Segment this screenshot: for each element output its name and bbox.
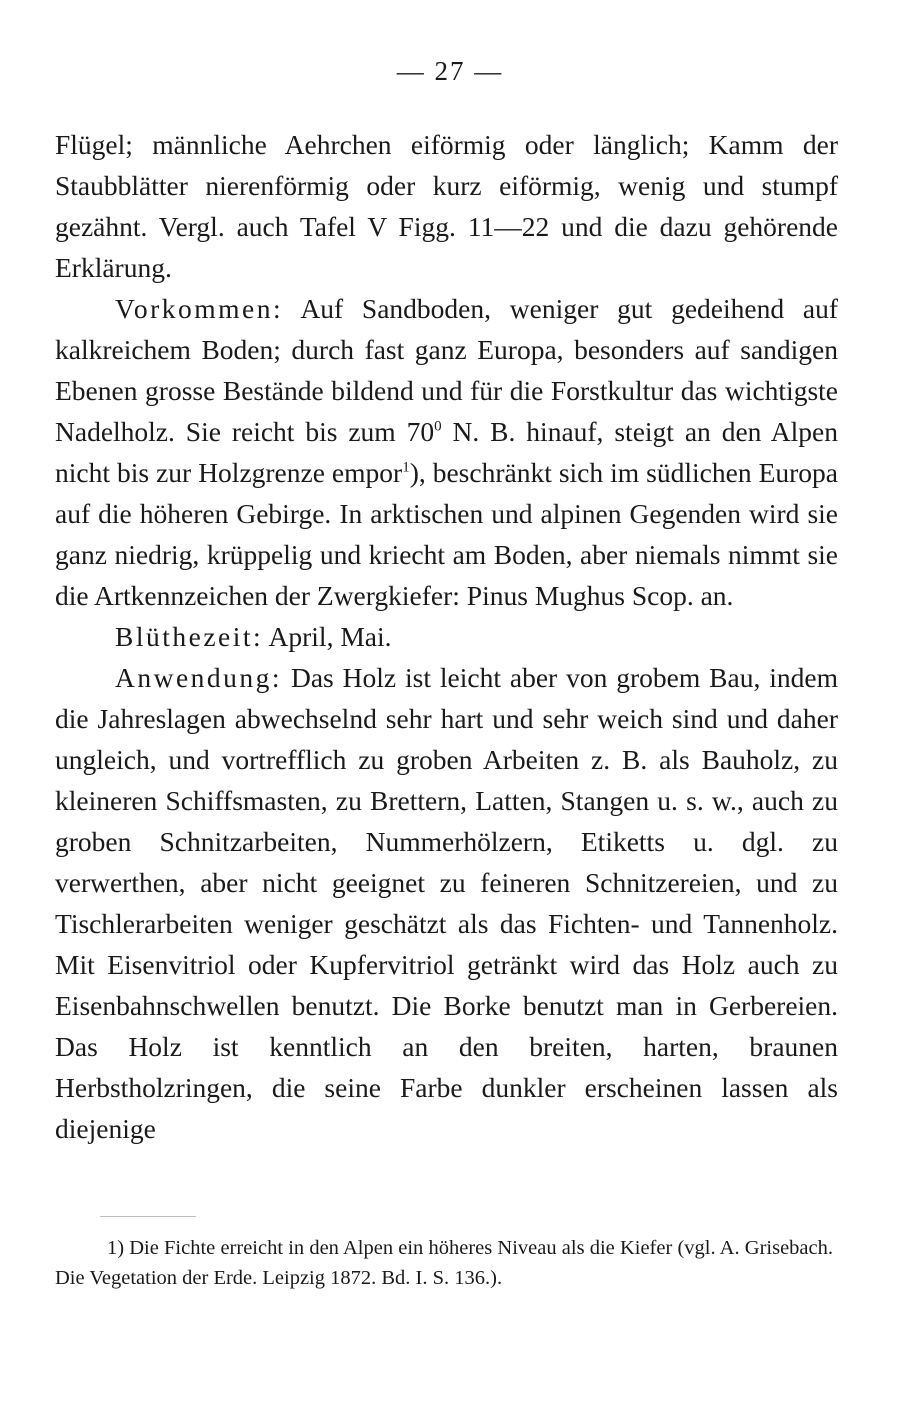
footnote-text: 1) Die Fichte erreicht in den Alpen ein höheres Niveau als die Kiefer (vgl. A. Grisebach. Die Vegetation der Erde. Leipzig 1872. Bd. I. S. 136.). (55, 1237, 833, 1289)
section-label-anwendung: Anwendung: (115, 662, 283, 693)
paragraph-vorkommen (55, 288, 838, 616)
anwendung-text: Das Holz ist leicht aber von grobem Bau, indem die Jahreslagen abwechselnd sehr hart und sehr weich sind und daher ungleich, und vortrefflich zu groben Arbeiten z. B. als Bauholz, zu kleineren Schiffsmasten, zu Brettern, Latten, Stangen u. s. w., auch zu groben Schnitzarbeiten, Nummerhölzern, Etiketts u. dgl. zu verwerthen, aber nicht geeignet zu feineren Schnitzereien, und zu Tischlerarbeiten weniger geschätzt als das Fichten- und Tannenholz. Mit Eisenvitriol oder Kupfervitriol getränkt wird das Holz auch zu Eisenbahnschwellen benutzt. Die Borke benutzt man in Gerbereien. Das Holz ist kenntlich an den breiten, harten, braunen Herbstholzringen, die seine Farbe dunkler erscheinen lassen als diejenige (55, 662, 838, 1144)
vorkommen-text-b: N. B. hinauf, steigt an den Alpen nicht bis zur Holzgrenze empor (55, 416, 839, 488)
footnote (55, 1233, 833, 1293)
page-number: — 27 — (396, 56, 504, 86)
main-text (55, 124, 838, 1149)
section-label-vorkommen: Vorkommen: (115, 293, 284, 324)
vorkommen-text-c: ), beschränkt sich im südlichen Europa auf die höheren Gebirge. In arktischen und alpinen Gegenden wird sie ganz niedrig, krüppelig und kriecht am Boden, aber niemals nimmt sie die Artkennzeichen der Zwergkiefer: Pinus Mughus Scop. an. (55, 457, 838, 611)
paragraph-bluethezeit (55, 616, 838, 657)
bluethezeit-text: April, Mai. (263, 621, 392, 652)
paragraph-anwendung (55, 657, 838, 1149)
footnote-reference: 1 (402, 459, 410, 476)
paragraph-description: Flügel; männliche Aehrchen eiförmig oder länglich; Kamm der Staubblätter nierenförmig oder kurz eiförmig, wenig und stumpf gezähnt. Vergl. auch Tafel V Figg. 11—22 und die dazu gehörende Erklärung. (55, 129, 838, 283)
footnote-divider (100, 1216, 196, 1217)
vorkommen-text-a: Auf Sandboden, weniger gut gedeihend auf kalkreichem Boden; durch fast ganz Europa, besonders auf sandigen Ebenen grosse Bestände bildend und für die Forstkultur das wichtigste Nadelholz. Sie reicht bis zum 70 (55, 293, 838, 447)
section-label-bluethezeit: Blüthezeit: (115, 621, 264, 652)
degree-mark: 0 (434, 418, 442, 435)
